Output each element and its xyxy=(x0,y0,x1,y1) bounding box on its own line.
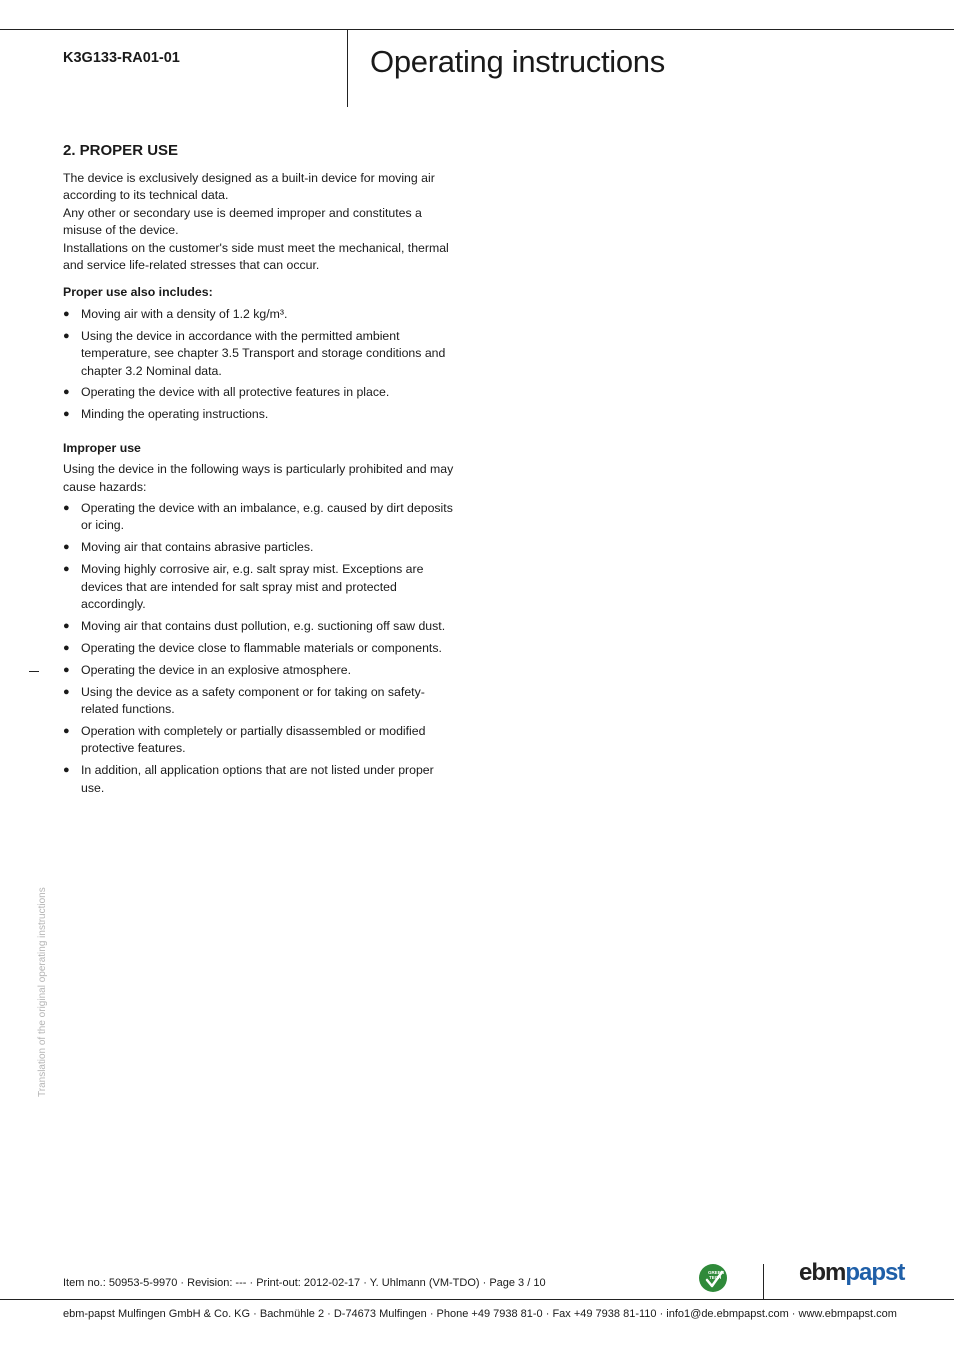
ebmpapst-logo xyxy=(799,1259,904,1287)
bullet-icon: ● xyxy=(63,619,70,632)
document-title: Operating instructions xyxy=(370,44,665,79)
section-heading: 2. PROPER USE xyxy=(63,142,179,159)
bullet-icon: ● xyxy=(63,563,70,576)
bullet-icon: ● xyxy=(63,408,70,421)
logo-papst: papst xyxy=(845,1259,905,1286)
footer-rule xyxy=(0,1299,954,1300)
bullet-icon: ● xyxy=(63,386,70,399)
bullet-icon: ● xyxy=(63,641,70,654)
bullet-icon: ● xyxy=(63,663,70,676)
bullet-icon: ● xyxy=(63,502,70,514)
intro-paragraph: Installations on the customer's side must meet the mechanical, thermal and service life-related stresses that can occur. xyxy=(63,240,449,273)
improper-use-list xyxy=(63,500,458,797)
improper-use-heading: Improper use xyxy=(63,440,141,455)
list-item: ● Operating the device with all protective features in place. xyxy=(63,384,458,401)
list-item: ● Operating the device close to flammable materials or components. xyxy=(63,640,458,657)
green-tech-badge-icon xyxy=(698,1263,728,1293)
proper-use-section xyxy=(63,142,458,809)
logo-ebm: ebm xyxy=(799,1259,846,1286)
intro-paragraph: Any other or secondary use is deemed improper and constitutes a misuse of the device. xyxy=(63,205,422,238)
list-item: ● Operation with completely or partially disassembled or modified protective features. xyxy=(63,723,426,756)
header-top-rule xyxy=(0,29,954,30)
list-item: ● Moving air with a density of 1.2 kg/m³. xyxy=(63,306,458,323)
model-number: K3G133-RA01-01 xyxy=(63,50,180,66)
list-item: ● Moving air that contains dust pollution, e.g. suctioning off saw dust. xyxy=(63,618,458,635)
proper-use-list xyxy=(63,306,458,424)
badge-text-line: TECH xyxy=(709,1275,722,1280)
bullet-icon: ● xyxy=(63,307,70,320)
list-item: ● In addition, all application options that are not listed under proper use. xyxy=(63,763,434,795)
margin-fold-mark xyxy=(29,671,39,672)
bullet-icon: ● xyxy=(63,724,70,737)
list-item: ● Moving highly corrosive air, e.g. salt spray mist. Exceptions are devices that are intended for salt spray mist and protected accordingly. xyxy=(63,562,424,612)
bullet-icon: ● xyxy=(63,685,70,698)
list-item: ● Using the device as a safety component or for taking on safety-related functions. xyxy=(63,684,425,717)
proper-use-heading: Proper use also includes: xyxy=(63,285,213,300)
list-item: ● Minding the operating instructions. xyxy=(63,406,458,423)
list-item: ● Operating the device in an explosive atmosphere. xyxy=(63,662,458,679)
company-contact-line: ebm-papst Mulfingen GmbH & Co. KG · Bachmühle 2 · D-74673 Mulfingen · Phone +49 7938 81-0 · Fax +49 7938 81-110 · info1@de.ebmpapst.com · www.ebmpapst.com xyxy=(63,1308,897,1320)
logo-divider xyxy=(763,1264,764,1300)
translation-note: Translation of the original operating instructions xyxy=(37,887,48,1097)
bullet-icon: ● xyxy=(63,541,70,554)
list-item: ● Moving air that contains abrasive particles. xyxy=(63,539,458,556)
intro-paragraph: The device is exclusively designed as a built-in device for moving air according to its technical data. xyxy=(63,171,435,203)
improper-intro: Using the device in the following ways is particularly prohibited and may cause hazards: xyxy=(63,462,454,494)
header-divider xyxy=(347,29,348,107)
badge-text-line: GREEN xyxy=(708,1270,725,1275)
list-item: ● Using the device in accordance with the permitted ambient temperature, see chapter 3.5 Transport and storage conditions and chapter 3.2 Nominal data. xyxy=(63,328,446,378)
bullet-icon: ● xyxy=(63,764,70,777)
item-number-line: Item no.: 50953-5-9970 · Revision: --- · Print-out: 2012-02-17 · Y. Uhlmann (VM-TDO) · Page 3 / 10 xyxy=(63,1277,546,1289)
list-item: ● Operating the device with an imbalance, e.g. caused by dirt deposits or icing. xyxy=(63,501,453,533)
bullet-icon: ● xyxy=(63,329,70,342)
